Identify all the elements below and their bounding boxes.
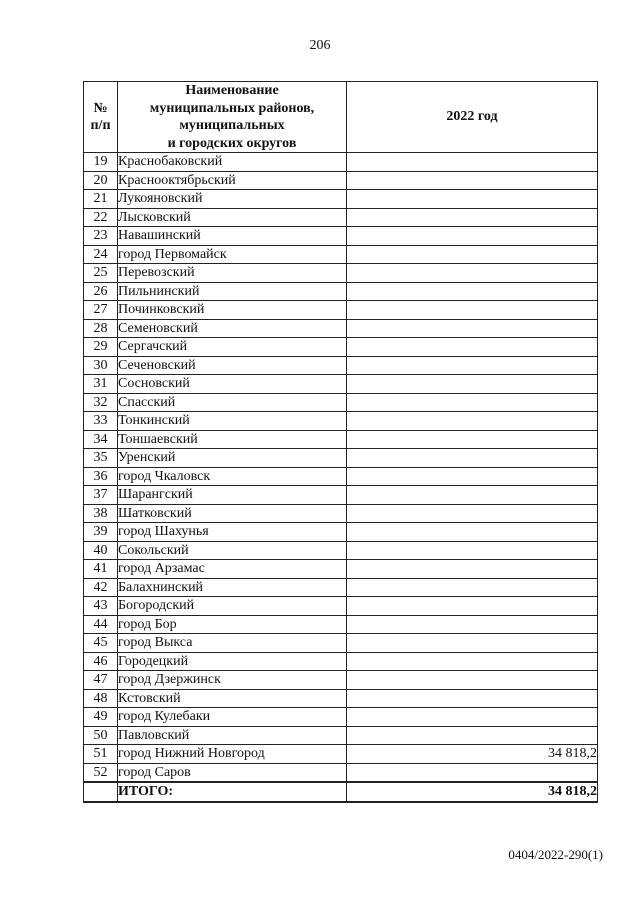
row-name: Лукояновский — [118, 190, 347, 209]
table-body — [84, 153, 598, 783]
row-name: Краснобаковский — [118, 153, 347, 172]
table-row — [84, 523, 598, 542]
row-name: город Саров — [118, 763, 347, 782]
row-name: город Нижний Новгород — [118, 745, 347, 764]
row-value — [347, 486, 598, 505]
row-number: 46 — [84, 652, 118, 671]
table-row — [84, 763, 598, 782]
header-name — [118, 82, 347, 153]
row-name: Лысковский — [118, 208, 347, 227]
table-row — [84, 652, 598, 671]
table-row — [84, 449, 598, 468]
row-value — [347, 338, 598, 357]
row-name: Починковский — [118, 301, 347, 320]
row-number: 37 — [84, 486, 118, 505]
row-number: 27 — [84, 301, 118, 320]
table-row — [84, 208, 598, 227]
row-name: Перевозский — [118, 264, 347, 283]
row-name: Навашинский — [118, 227, 347, 246]
row-name: Пильнинский — [118, 282, 347, 301]
row-number: 20 — [84, 171, 118, 190]
row-value — [347, 190, 598, 209]
row-value — [347, 541, 598, 560]
row-value — [347, 412, 598, 431]
header-name-line-1: Наименование — [185, 83, 279, 98]
row-name: Сергачский — [118, 338, 347, 357]
row-name: город Арзамас — [118, 560, 347, 579]
row-name: город Чкаловск — [118, 467, 347, 486]
row-value — [347, 615, 598, 634]
row-number: 36 — [84, 467, 118, 486]
table-row — [84, 615, 598, 634]
row-name: Шатковский — [118, 504, 347, 523]
table-row — [84, 430, 598, 449]
row-value — [347, 763, 598, 782]
row-number: 48 — [84, 689, 118, 708]
header-year: 2022 год — [347, 82, 598, 153]
header-name-line-4: и городских округов — [167, 135, 297, 151]
table-row — [84, 634, 598, 653]
table-row — [84, 541, 598, 560]
table-row — [84, 597, 598, 616]
row-number: 29 — [84, 338, 118, 357]
row-number: 31 — [84, 375, 118, 394]
row-value — [347, 282, 598, 301]
row-number: 52 — [84, 763, 118, 782]
row-value — [347, 671, 598, 690]
table-header-row — [84, 82, 598, 153]
row-number: 33 — [84, 412, 118, 431]
row-value — [347, 597, 598, 616]
table-row — [84, 190, 598, 209]
row-value — [347, 356, 598, 375]
row-number: 45 — [84, 634, 118, 653]
row-name: город Бор — [118, 615, 347, 634]
table-row — [84, 375, 598, 394]
table-row — [84, 560, 598, 579]
table-row — [84, 245, 598, 264]
row-value — [347, 393, 598, 412]
row-value: 34 818,2 — [347, 745, 598, 764]
row-name: Сосновский — [118, 375, 347, 394]
row-name: Семеновский — [118, 319, 347, 338]
row-name: Уренский — [118, 449, 347, 468]
row-number: 32 — [84, 393, 118, 412]
row-value — [347, 560, 598, 579]
row-name: Богородский — [118, 597, 347, 616]
row-value — [347, 208, 598, 227]
header-name-line-2: муниципальных районов, — [149, 100, 315, 116]
table-row — [84, 264, 598, 283]
row-number: 30 — [84, 356, 118, 375]
row-number: 40 — [84, 541, 118, 560]
row-value — [347, 153, 598, 172]
table-row — [84, 338, 598, 357]
table-row — [84, 467, 598, 486]
row-name: Тоншаевский — [118, 430, 347, 449]
page-number: 206 — [309, 38, 331, 53]
row-number: 41 — [84, 560, 118, 579]
row-value — [347, 523, 598, 542]
row-number: 50 — [84, 726, 118, 745]
row-name: Сеченовский — [118, 356, 347, 375]
row-name: Кстовский — [118, 689, 347, 708]
table-row — [84, 282, 598, 301]
table-row — [84, 356, 598, 375]
row-name: Сокольский — [118, 541, 347, 560]
row-value — [347, 504, 598, 523]
table-row — [84, 486, 598, 505]
row-number: 23 — [84, 227, 118, 246]
row-value — [347, 652, 598, 671]
row-name: город Кулебаки — [118, 708, 347, 727]
row-value — [347, 319, 598, 338]
table-row — [84, 412, 598, 431]
row-value — [347, 301, 598, 320]
table-row — [84, 708, 598, 727]
row-number: 22 — [84, 208, 118, 227]
row-value — [347, 467, 598, 486]
table-row — [84, 393, 598, 412]
row-number: 42 — [84, 578, 118, 597]
table-row — [84, 578, 598, 597]
table-row — [84, 171, 598, 190]
row-name: город Первомайск — [118, 245, 347, 264]
total-value: 34 818,2 — [347, 782, 598, 802]
row-number: 24 — [84, 245, 118, 264]
row-name: Спасский — [118, 393, 347, 412]
header-name-line-3: муниципальных — [179, 118, 285, 133]
row-name: Городецкий — [118, 652, 347, 671]
row-number: 43 — [84, 597, 118, 616]
table-row — [84, 153, 598, 172]
row-value — [347, 245, 598, 264]
row-number: 28 — [84, 319, 118, 338]
document-code: 0404/2022-290(1) — [508, 847, 603, 862]
row-number: 19 — [84, 153, 118, 172]
row-value — [347, 689, 598, 708]
row-name: Павловский — [118, 726, 347, 745]
row-number: 38 — [84, 504, 118, 523]
total-label: ИТОГО: — [118, 782, 347, 802]
row-value — [347, 708, 598, 727]
row-value — [347, 430, 598, 449]
row-number: 25 — [84, 264, 118, 283]
table-row — [84, 504, 598, 523]
row-value — [347, 227, 598, 246]
row-name: Краснооктябрьский — [118, 171, 347, 190]
header-number-abbr: п/п — [90, 118, 111, 133]
row-number: 26 — [84, 282, 118, 301]
row-number: 34 — [84, 430, 118, 449]
row-number: 35 — [84, 449, 118, 468]
row-name: город Шахунья — [118, 523, 347, 542]
table-row — [84, 745, 598, 764]
row-value — [347, 726, 598, 745]
row-name: Балахнинский — [118, 578, 347, 597]
row-name: Шарангский — [118, 486, 347, 505]
table-row — [84, 227, 598, 246]
row-value — [347, 634, 598, 653]
row-number: 49 — [84, 708, 118, 727]
row-value — [347, 578, 598, 597]
table-row — [84, 671, 598, 690]
row-value — [347, 375, 598, 394]
total-row — [84, 782, 598, 802]
table-row — [84, 301, 598, 320]
row-name: город Дзержинск — [118, 671, 347, 690]
total-number-cell — [84, 782, 118, 802]
row-value — [347, 264, 598, 283]
table-row — [84, 689, 598, 708]
row-name: город Выкса — [118, 634, 347, 653]
data-table — [83, 81, 598, 803]
row-number: 47 — [84, 671, 118, 690]
header-number — [84, 82, 118, 153]
table-row — [84, 726, 598, 745]
row-name: Тонкинский — [118, 412, 347, 431]
row-number: 39 — [84, 523, 118, 542]
row-number: 51 — [84, 745, 118, 764]
header-number-symbol: № — [93, 100, 108, 116]
table-row — [84, 319, 598, 338]
row-value — [347, 449, 598, 468]
row-value — [347, 171, 598, 190]
row-number: 44 — [84, 615, 118, 634]
row-number: 21 — [84, 190, 118, 209]
